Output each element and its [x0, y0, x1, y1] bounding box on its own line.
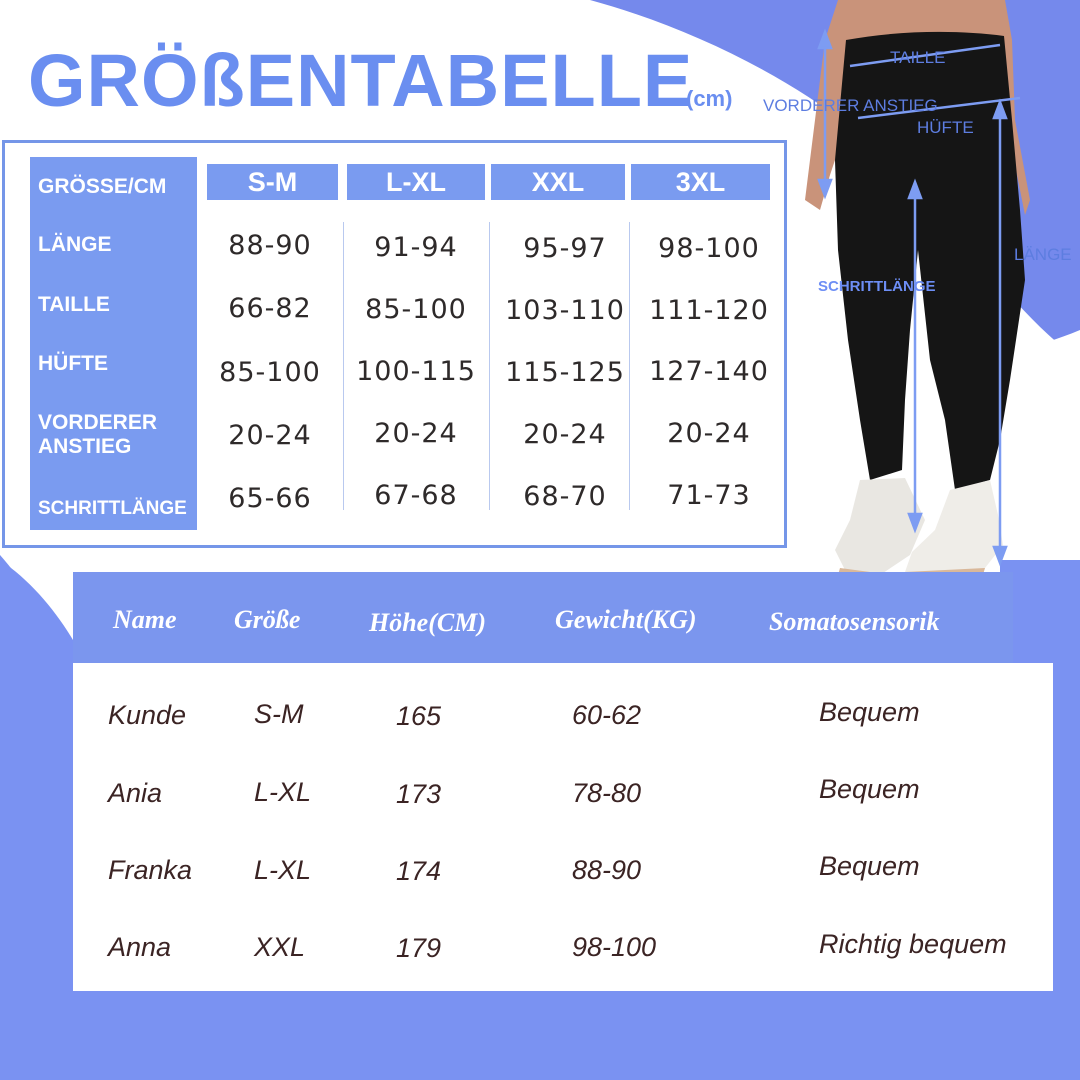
cell-schritt-xxl: 68-70 [523, 481, 607, 512]
label-laenge: LÄNGE [1014, 245, 1072, 264]
row-2-weight: 78-80 [572, 778, 642, 808]
page-title: GRÖßENTABELLE [28, 39, 694, 122]
row-1-height: 165 [396, 701, 442, 731]
size-header-l-xl: L-XL [347, 164, 485, 200]
cell-schritt-l-xl: 67-68 [374, 480, 458, 511]
row-1-size: S-M [254, 699, 304, 729]
row-3-name: Franka [108, 855, 193, 885]
row-2-height: 173 [396, 779, 442, 809]
cell-huefte-l-xl: 100-115 [356, 356, 476, 387]
row-3-size: L-XL [254, 855, 312, 885]
row-4-feel: Richtig bequem [819, 929, 1007, 959]
header-somatosensorik: Somatosensorik [769, 607, 940, 636]
cell-laenge-3xl: 98-100 [658, 233, 760, 264]
row-2-size: L-XL [254, 777, 312, 807]
row-label-laenge: LÄNGE [38, 233, 112, 256]
cell-taille-3xl: 111-120 [649, 295, 769, 326]
cell-laenge-s-m: 88-90 [228, 230, 312, 261]
row-3-feel: Bequem [819, 851, 920, 881]
cell-laenge-xxl: 95-97 [523, 233, 607, 264]
cell-schritt-s-m: 65-66 [228, 483, 312, 514]
cell-laenge-l-xl: 91-94 [374, 232, 458, 263]
size-header-3xl: 3XL [631, 164, 770, 200]
row-label-schrittlaenge: SCHRITTLÄNGE [38, 498, 187, 519]
cell-taille-xxl: 103-110 [505, 295, 625, 326]
header-hoehe: Höhe(CM) [369, 608, 486, 637]
row-4-size: XXL [254, 932, 306, 962]
row-label-taille: TAILLE [38, 293, 110, 316]
cell-taille-s-m: 66-82 [228, 293, 312, 324]
cell-anstieg-3xl: 20-24 [667, 418, 751, 449]
row-label-vorderer: VORDERER [38, 411, 158, 434]
label-schrittlaenge: SCHRITTLÄNGE [818, 278, 936, 295]
row-4-name: Anna [108, 932, 172, 962]
title-unit: (cm) [686, 86, 733, 111]
row-2-name: Ania [108, 778, 163, 808]
cell-anstieg-l-xl: 20-24 [374, 418, 458, 449]
cell-schritt-3xl: 71-73 [667, 480, 751, 511]
cell-huefte-s-m: 85-100 [219, 357, 321, 388]
cell-huefte-xxl: 115-125 [505, 357, 625, 388]
cell-huefte-3xl: 127-140 [649, 356, 769, 387]
size-table-corner-label: GRÖSSE/CM [38, 175, 167, 198]
size-table-row-labels [30, 157, 197, 530]
cell-anstieg-xxl: 20-24 [523, 419, 607, 450]
header-name: Name [113, 605, 177, 634]
header-gewicht: Gewicht(KG) [555, 605, 697, 634]
row-1-feel: Bequem [819, 697, 920, 727]
row-3-weight: 88-90 [572, 855, 642, 885]
size-header-xxl: XXL [491, 164, 625, 200]
row-2-feel: Bequem [819, 774, 920, 804]
size-header-s-m: S-M [207, 164, 338, 200]
row-4-height: 179 [396, 933, 442, 963]
row-1-weight: 60-62 [572, 700, 642, 730]
header-groesse: Größe [234, 605, 301, 634]
label-vorderer-anstieg: VORDERER ANSTIEG [763, 96, 938, 115]
row-3-height: 174 [396, 856, 442, 886]
row-label-huefte: HÜFTE [38, 352, 108, 375]
cell-taille-l-xl: 85-100 [365, 294, 467, 325]
label-huefte: HÜFTE [917, 118, 974, 137]
cell-anstieg-s-m: 20-24 [228, 420, 312, 451]
row-4-weight: 98-100 [572, 932, 657, 962]
row-label-anstieg: ANSTIEG [38, 435, 132, 458]
label-taille: TAILLE [890, 48, 946, 67]
row-1-name: Kunde [108, 700, 187, 730]
